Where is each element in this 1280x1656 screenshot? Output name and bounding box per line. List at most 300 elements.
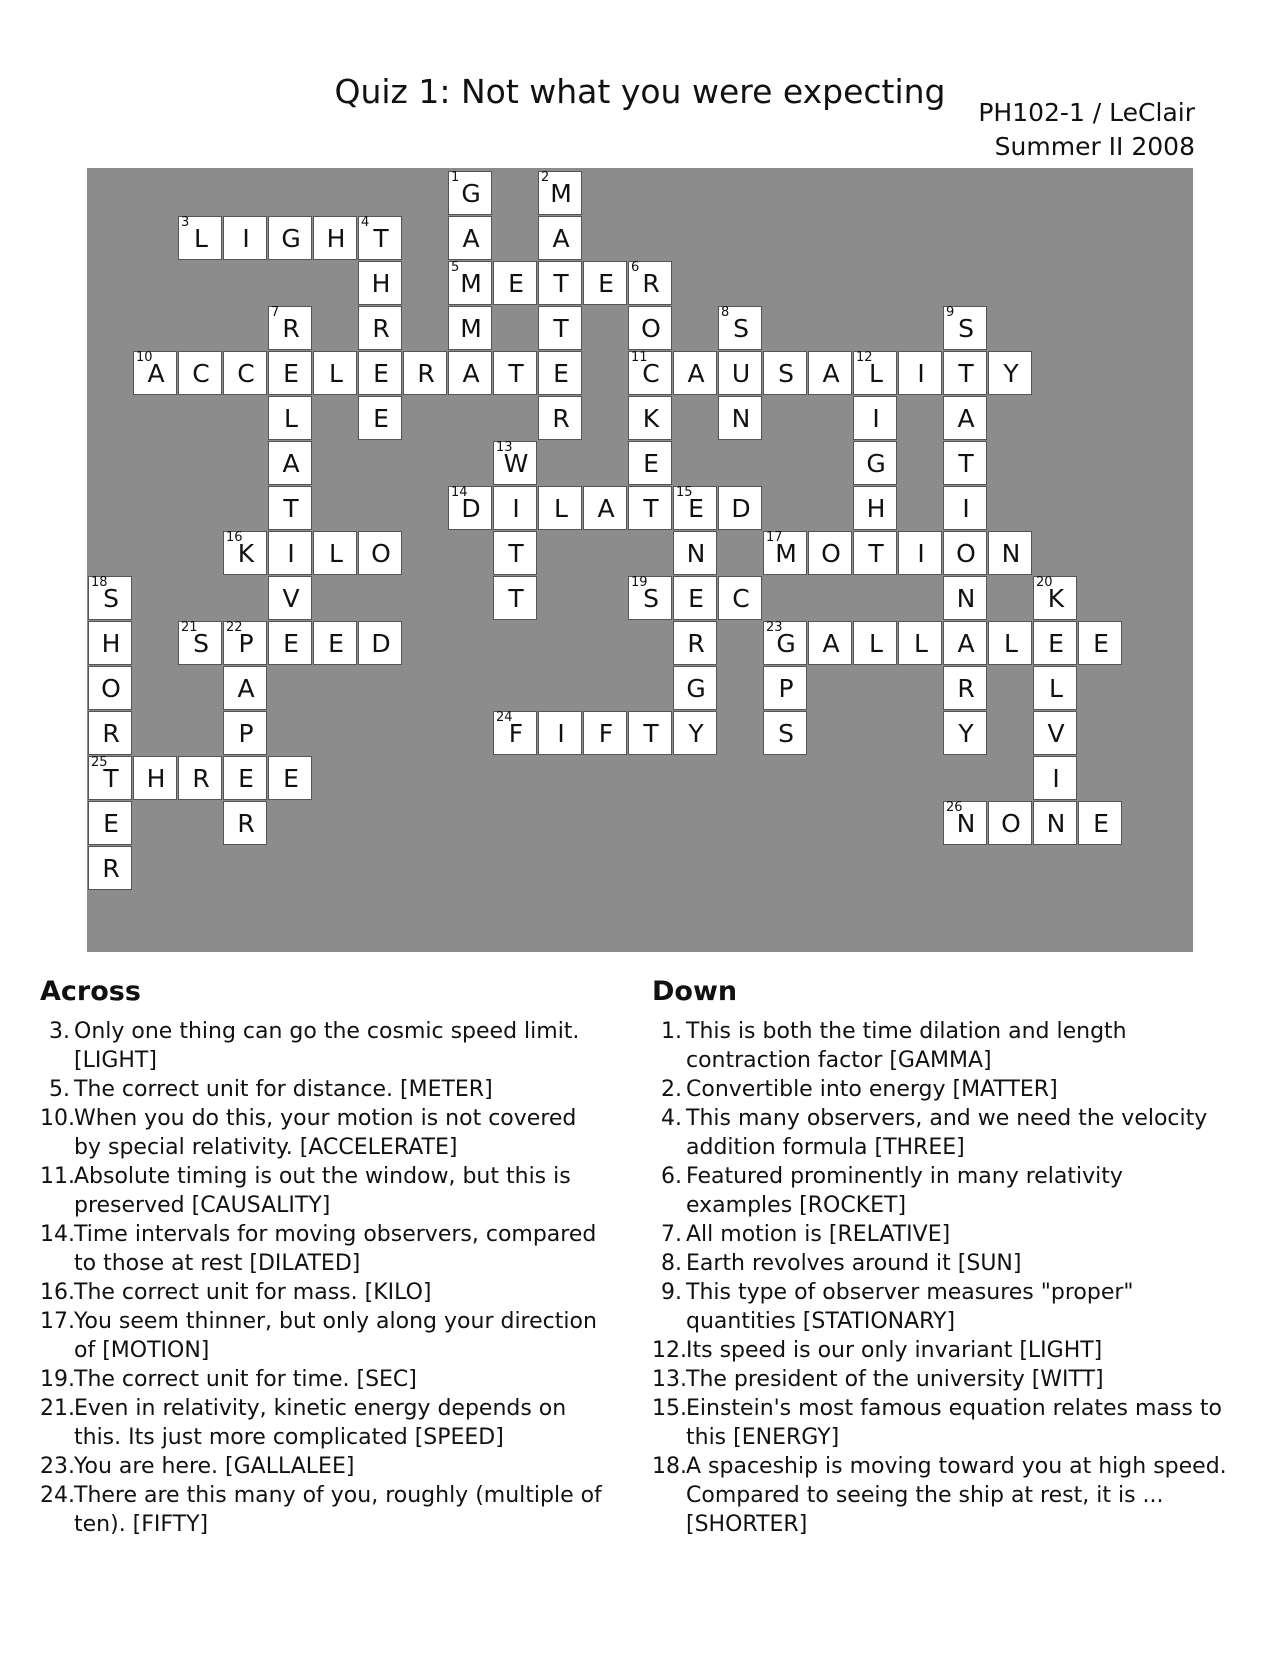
cell-letter: E [688,584,704,613]
cell-letter: T [553,314,569,343]
cell-letter: N [1046,809,1066,838]
cell-letter: E [238,764,254,793]
clue-number: 6. [661,1164,682,1189]
clue-text: All motion is [RELATIVE] [686,1222,951,1247]
cell-number: 13 [496,440,513,455]
cell-letter: A [957,629,975,658]
cell-letter: E [643,449,659,478]
clue-item [652,1336,1232,1365]
clue-item [40,1075,610,1104]
cell-letter: H [101,629,121,658]
clue-text: Time intervals for moving observers, compared to those at rest [DILATED] [74,1222,597,1276]
clue-number: 12. [652,1338,687,1363]
cell-letter: I [962,494,970,523]
clue-text: The correct unit for distance. [METER] [74,1077,493,1102]
crossword-cell [268,306,312,350]
clue-text: You are here. [GALLALEE] [74,1454,355,1479]
cell-number: 3 [181,215,190,230]
crossword-cell [88,846,132,890]
crossword-cell [448,261,492,305]
cell-letter: O [641,314,661,343]
crossword-cell [763,621,807,665]
cell-letter: R [372,314,390,343]
clue-item [40,1452,610,1481]
cell-letter: L [869,359,883,388]
cell-letter: R [957,674,975,703]
crossword-cell [223,216,267,260]
crossword-cell [88,711,132,755]
crossword-cell [943,396,987,440]
crossword-cell [853,396,897,440]
clue-item [40,1307,610,1365]
crossword-cell [853,351,897,395]
clue-text: This is both the time dilation and length contraction factor [GAMMA] [686,1019,1127,1073]
cell-letter: L [329,539,343,568]
cell-number: 4 [361,215,370,230]
clue-text: When you do this, your motion is not covered by special relativity. [ACCELERATE] [74,1106,577,1160]
cell-letter: A [282,449,300,478]
cell-letter: G [281,224,301,253]
crossword-cell [313,351,357,395]
crossword-cell [88,756,132,800]
crossword-cell [268,576,312,620]
clue-item [652,1452,1232,1539]
crossword-cell [808,351,852,395]
cell-letter: S [193,629,209,658]
cell-letter: G [866,449,886,478]
cell-number: 25 [91,755,108,770]
crossword-cell [268,531,312,575]
cell-letter: P [778,674,794,703]
crossword-cell [448,306,492,350]
crossword-cell [943,441,987,485]
cell-letter: V [1047,719,1065,748]
crossword-cell [718,351,762,395]
cell-letter: H [866,494,886,523]
cell-letter: I [242,224,250,253]
clue-item [40,1278,610,1307]
crossword-cell [223,801,267,845]
crossword-cell [718,486,762,530]
clue-text: You seem thinner, but only along your direction of [MOTION] [74,1309,597,1363]
cell-letter: N [1001,539,1021,568]
clue-item [40,1394,610,1452]
crossword-cell [493,531,537,575]
clue-number: 9. [661,1280,682,1305]
crossword-cell [1078,621,1122,665]
cell-letter: S [958,314,974,343]
cell-letter: A [687,359,705,388]
cell-letter: R [417,359,435,388]
crossword-cell [493,486,537,530]
cell-letter: L [194,224,208,253]
crossword-cell [268,441,312,485]
cell-letter: O [371,539,391,568]
course-name: PH102-1 / LeClair [978,98,1195,127]
cell-letter: S [778,359,794,388]
clue-text: Featured prominently in many relativity examples [ROCKET] [686,1164,1123,1218]
cell-number: 2 [541,170,550,185]
across-clues [40,975,610,1539]
cell-letter: R [642,269,660,298]
clue-number: 14. [40,1222,75,1247]
crossword-cell [673,576,717,620]
cell-letter: S [733,314,749,343]
crossword-cell [763,666,807,710]
cell-letter: T [508,359,524,388]
crossword-cell [223,756,267,800]
clue-number: 13. [652,1367,687,1392]
clue-item [652,1075,1232,1104]
crossword-cell [628,261,672,305]
crossword-cell [808,621,852,665]
crossword-cell [178,216,222,260]
cell-letter: R [102,854,120,883]
crossword-cell [1033,666,1077,710]
clue-number: 7. [661,1222,682,1247]
crossword-cell [763,711,807,755]
crossword-cell [853,486,897,530]
clue-item [40,1481,610,1539]
cell-letter: V [282,584,300,613]
cell-letter: R [552,404,570,433]
crossword-cell [628,396,672,440]
crossword-cell [493,261,537,305]
crossword-cell [943,486,987,530]
crossword-cell [223,711,267,755]
cell-number: 12 [856,350,873,365]
crossword-cell [133,351,177,395]
cell-letter: G [776,629,796,658]
cell-letter: L [1049,674,1063,703]
clue-item [652,1365,1232,1394]
clue-text: The president of the university [WITT] [686,1367,1104,1392]
crossword-cell [583,711,627,755]
cell-letter: T [958,359,974,388]
crossword-cell [268,621,312,665]
crossword-cell [628,306,672,350]
crossword-cell [268,486,312,530]
crossword-cell [1033,756,1077,800]
clue-number: 1. [661,1019,682,1044]
crossword-cell [88,621,132,665]
clue-text: A spaceship is moving toward you at high speed. Compared to seeing the ship at rest, it is ... [SHORTER] [686,1454,1227,1537]
cell-letter: M [775,539,797,568]
cell-letter: N [956,584,976,613]
cell-letter: O [101,674,121,703]
clue-item [652,1394,1232,1452]
cell-letter: N [686,539,706,568]
crossword-board [87,168,1193,952]
crossword-cell [88,576,132,620]
crossword-cell [133,756,177,800]
clue-text: Convertible into energy [MATTER] [686,1077,1058,1102]
clue-text: Absolute timing is out the window, but this is preserved [CAUSALITY] [74,1164,571,1218]
crossword-cell [358,531,402,575]
crossword-cell [583,486,627,530]
cell-letter: R [192,764,210,793]
crossword-cell [943,576,987,620]
clue-text: Even in relativity, kinetic energy depends on this. Its just more complicated [SPEED] [74,1396,567,1450]
cell-letter: P [238,719,254,748]
cell-letter: R [102,719,120,748]
crossword-cell [358,396,402,440]
crossword-cell [1033,711,1077,755]
cell-letter: A [462,359,480,388]
cell-letter: O [1001,809,1021,838]
clue-number: 4. [661,1106,682,1131]
crossword-cell [538,261,582,305]
cell-number: 26 [946,800,963,815]
crossword-cell [448,216,492,260]
crossword-cell [358,351,402,395]
crossword-cell [628,576,672,620]
crossword-cell [673,531,717,575]
crossword-cell [943,666,987,710]
crossword-cell [268,216,312,260]
crossword-cell [538,171,582,215]
cell-letter: E [328,629,344,658]
crossword-cell [313,216,357,260]
clue-number: 5. [49,1077,70,1102]
cell-letter: O [821,539,841,568]
cell-letter: E [508,269,524,298]
crossword-cell [268,756,312,800]
cell-letter: E [283,629,299,658]
crossword-cell [1033,801,1077,845]
clue-item [40,1104,610,1162]
across-clue-list [40,1017,610,1539]
cell-number: 1 [451,170,460,185]
crossword-cell [943,711,987,755]
cell-letter: I [512,494,520,523]
clue-text: There are this many of you, roughly (multiple of ten). [FIFTY] [74,1483,602,1537]
cell-letter: T [283,494,299,523]
cell-letter: S [778,719,794,748]
cell-letter: A [147,359,165,388]
crossword-cell [538,486,582,530]
clue-text: The correct unit for mass. [KILO] [74,1280,432,1305]
crossword-cell [313,621,357,665]
cell-letter: E [1093,629,1109,658]
crossword-cell [223,531,267,575]
crossword-cell [988,351,1032,395]
cell-letter: M [550,179,572,208]
crossword-cell [673,351,717,395]
cell-letter: H [326,224,346,253]
clue-item [652,1162,1232,1220]
cell-number: 23 [766,620,783,635]
crossword-cell [358,621,402,665]
crossword-cell [898,531,942,575]
crossword-cell [268,351,312,395]
cell-letter: D [371,629,391,658]
cell-letter: W [503,449,529,478]
crossword-cell [673,486,717,530]
crossword-cell [673,666,717,710]
clue-number: 10. [40,1106,75,1131]
clue-number: 19. [40,1367,75,1392]
clue-number: 15. [652,1396,687,1421]
cell-letter: E [283,764,299,793]
clue-text: Only one thing can go the cosmic speed limit. [LIGHT] [74,1019,580,1073]
crossword-cell [538,711,582,755]
cell-letter: I [917,539,925,568]
cell-letter: E [373,359,389,388]
cell-letter: T [373,224,389,253]
crossword-cell [223,621,267,665]
clue-item [652,1104,1232,1162]
crossword-cell [538,351,582,395]
cell-letter: T [103,764,119,793]
cell-number: 7 [271,305,280,320]
crossword-cell [718,396,762,440]
cell-letter: T [643,494,659,523]
clue-number: 23. [40,1454,75,1479]
crossword-cell [628,351,672,395]
crossword-cell [628,486,672,530]
cell-number: 6 [631,260,640,275]
clue-item [40,1162,610,1220]
cell-letter: H [371,269,391,298]
cell-letter: I [1052,764,1060,793]
cell-letter: S [103,584,119,613]
cell-letter: E [688,494,704,523]
clue-number: 21. [40,1396,75,1421]
cell-letter: T [643,719,659,748]
cell-letter: K [1047,584,1065,613]
crossword-cell [313,531,357,575]
crossword-cell [493,351,537,395]
crossword-cell [853,531,897,575]
cell-number: 9 [946,305,955,320]
clue-item [40,1017,610,1075]
cell-number: 24 [496,710,513,725]
crossword-cell [223,666,267,710]
clue-text: Einstein's most famous equation relates mass to this [ENERGY] [686,1396,1222,1450]
crossword-cell [493,441,537,485]
cell-letter: L [329,359,343,388]
cell-number: 8 [721,305,730,320]
across-heading: Across [40,976,141,1007]
cell-letter: T [868,539,884,568]
cell-letter: R [282,314,300,343]
crossword-cell [673,711,717,755]
clue-text: Its speed is our only invariant [LIGHT] [686,1338,1103,1363]
cell-letter: R [687,629,705,658]
clue-item [40,1220,610,1278]
cell-number: 18 [91,575,108,590]
cell-letter: T [508,539,524,568]
cell-number: 22 [226,620,243,635]
crossword-cell [1078,801,1122,845]
cell-letter: U [731,359,751,388]
crossword-cell [898,621,942,665]
crossword-cell [628,441,672,485]
cell-letter: I [287,539,295,568]
crossword-cell [538,216,582,260]
cell-number: 15 [676,485,693,500]
cell-letter: F [598,719,614,748]
cell-letter: N [956,809,976,838]
crossword-cell [178,756,222,800]
cell-letter: E [373,404,389,433]
clue-number: 3. [49,1019,70,1044]
cell-number: 5 [451,260,460,275]
clue-number: 8. [661,1251,682,1276]
cell-letter: S [643,584,659,613]
clue-number: 17. [40,1309,75,1334]
clue-number: 2. [661,1077,682,1102]
crossword-cell [1033,576,1077,620]
clue-item [40,1365,610,1394]
clue-text: Earth revolves around it [SUN] [686,1251,1022,1276]
cell-letter: O [956,539,976,568]
cell-letter: A [822,359,840,388]
crossword-cell [943,801,987,845]
clue-item [652,1278,1232,1336]
crossword-cell [988,801,1032,845]
crossword-cell [178,351,222,395]
cell-letter: L [914,629,928,658]
crossword-cell [223,351,267,395]
crossword-cell [718,306,762,350]
crossword-cell [448,351,492,395]
clue-number: 11. [40,1164,75,1189]
crossword-cell [88,666,132,710]
course-term: Summer II 2008 [994,132,1195,161]
page-title: Quiz 1: Not what you were expecting [334,72,946,112]
crossword-cell [178,621,222,665]
crossword-cell [943,531,987,575]
crossword-cell [358,261,402,305]
cell-letter: A [462,224,480,253]
crossword-cell [583,261,627,305]
clue-number: 16. [40,1280,75,1305]
cell-letter: F [508,719,524,748]
cell-letter: I [557,719,565,748]
crossword-cell [808,531,852,575]
crossword-cell [853,441,897,485]
cell-letter: C [732,584,750,613]
cell-letter: T [508,584,524,613]
cell-letter: E [553,359,569,388]
cell-letter: Y [958,719,974,748]
cell-letter: L [1004,629,1018,658]
cell-number: 10 [136,350,153,365]
cell-letter: A [597,494,615,523]
cell-letter: H [146,764,166,793]
cell-number: 19 [631,575,648,590]
crossword-cell [493,576,537,620]
clue-text: The correct unit for time. [SEC] [74,1367,417,1392]
crossword-cell [898,351,942,395]
cell-letter: K [642,404,660,433]
crossword-cell [448,171,492,215]
crossword-cell [88,801,132,845]
cell-letter: L [554,494,568,523]
crossword-cell [943,306,987,350]
clue-number: 24. [40,1483,75,1508]
clue-number: 18. [652,1454,687,1479]
crossword-cell [358,216,402,260]
crossword-cell [403,351,447,395]
cell-letter: A [822,629,840,658]
cell-letter: Y [688,719,704,748]
cell-letter: D [731,494,751,523]
crossword-cell [763,531,807,575]
cell-letter: T [958,449,974,478]
